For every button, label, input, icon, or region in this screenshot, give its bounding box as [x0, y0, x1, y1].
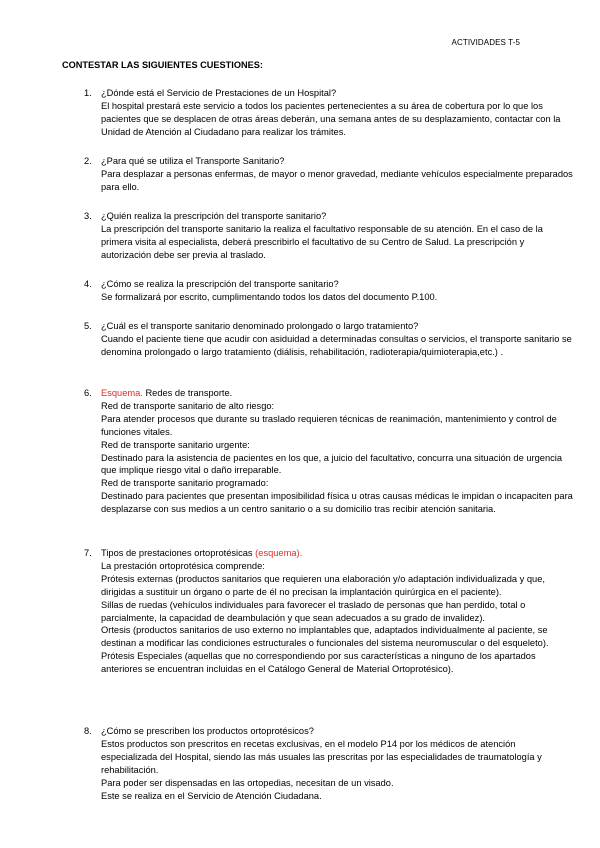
- network-1-title: Red de transporte sanitario de alto riesgo:: [101, 400, 275, 411]
- item-sillas-de-ruedas: Sillas de ruedas (vehículos individuales para favorecer el traslado de personas que han perdido, total o parcialmente, la capacidad de deambulación y que sean adecuados a su grado de invalidez).: [101, 599, 526, 623]
- answer-text: La prescripción del transporte sanitario la realiza el facultativo responsable de su atención. En el caso de la primera visita al especialista, deberá prescribirlo el facultativo de su Centro de Salud. La prescripción y autorización debe ser previa al traslado.: [101, 223, 543, 260]
- question-4: [84, 278, 574, 304]
- question-number: 8.: [84, 726, 92, 736]
- question-number: 4.: [84, 279, 92, 289]
- answer-text: Cuando el paciente tiene que acudir con asiduidad a determinadas consultas o servicios, el transporte sanitario se denomina prolongado o largo tratamiento (diálisis, rehabilitación, radioterapia/quimioterapia,etc.) .: [101, 333, 572, 357]
- network-3-text: Destinado para pacientes que presentan imposibilidad física u otras causas médicas le impidan o incapaciten para desplazarse con sus medios a un centro sanitario o a su domicilio tras recibir atención sanitaria.: [101, 491, 573, 515]
- item-protesis-externas: Prótesis externas (productos sanitarios que requieren una elaboración y/o adaptación individualizada y que, dirigidas a sustituir un órgano o parte de él no precisan la implantación quirúrgica en el paciente).: [101, 573, 545, 597]
- answer-text: El hospital prestará este servicio a todos los pacientes pertenecientes a su área de cobertura por lo que los pacientes que se desplacen de otras áreas deberán, una semana antes de su desplazamiento, contactar con la Unidad de Atención al Ciudadano para realizar los trámites.: [101, 100, 561, 137]
- question-3: [84, 210, 574, 262]
- esquema-label: (esquema).: [255, 548, 303, 558]
- answer-text: Para poder ser dispensadas en las ortopedias, necesitan de un visado.: [101, 777, 394, 788]
- network-1-text: Para atender procesos que durante su traslado requieren técnicas de reanimación, mantenimiento y control de funciones vitales.: [101, 413, 557, 437]
- answer-text: Para desplazar a personas enfermas, de mayor o menor gravedad, mediante vehículos especialmente preparados para ello.: [101, 168, 573, 192]
- answer-text: Estos productos son prescritos en recetas exclusivas, en el modelo P14 por los médicos de atención especializada del Hospital, siendo las más usuales las prescritas por las especialidades de traumatología y rehabilitación.: [101, 738, 542, 775]
- page-title: CONTESTAR LAS SIGUIENTES CUESTIONES:: [62, 60, 263, 70]
- question-text: ¿Cómo se realiza la prescripción del transporte sanitario?: [101, 279, 339, 289]
- question-5: [84, 320, 574, 359]
- esquema-label: Esquema.: [101, 388, 143, 398]
- page-header: ACTIVIDADES T-5: [451, 38, 520, 47]
- question-title-rest: Redes de transporte.: [142, 388, 233, 398]
- question-text: [101, 547, 574, 560]
- question-text: ¿Para qué se utiliza el Transporte Sanitario?: [101, 156, 285, 166]
- question-text: ¿Quién realiza la prescripción del transporte sanitario?: [101, 211, 327, 221]
- question-number: 6.: [84, 388, 92, 398]
- question-number: 2.: [84, 156, 92, 166]
- question-text: ¿Cuál es el transporte sanitario denominado prolongado o largo tratamiento?: [101, 321, 419, 331]
- question-1: [84, 87, 574, 139]
- intro-text: La prestación ortoprotésica comprende:: [101, 560, 265, 571]
- question-2: [84, 155, 574, 194]
- network-3-title: Red de transporte sanitario programado:: [101, 478, 269, 489]
- item-ortesis: Ortesis (productos sanitarios de uso externo no implantables que, adaptados individualmente al paciente, se destinan a modificar las condiciones estructurales o funcionales del sistema neuromuscular o del esqueleto).: [101, 625, 549, 649]
- network-2-text: Destinado para la asistencia de pacientes en los que, a juicio del facultativo, concurra una situación de urgencia que implique riesgo vital o daño irreparable.: [101, 452, 562, 476]
- question-number: 1.: [84, 88, 92, 98]
- question-8: [84, 725, 574, 802]
- answer-text: Este se realiza en el Servicio de Atención Ciudadana.: [101, 790, 322, 801]
- question-title: Tipos de prestaciones ortoprotésicas: [101, 548, 256, 558]
- question-text: [101, 387, 574, 400]
- question-7: [84, 547, 574, 676]
- answer-text: Se formalizará por escrito, cumplimentando todos los datos del documento P.100.: [101, 291, 438, 302]
- network-2-title: Red de transporte sanitario urgente:: [101, 439, 250, 450]
- question-number: 3.: [84, 211, 92, 221]
- question-number: 5.: [84, 321, 92, 331]
- item-protesis-especiales: Prótesis Especiales (aquellas que no correspondiendo por sus características a ninguno de los apartados anteriores se encuentran incluidas en el Catálogo General de Material Ortoprotésico).: [101, 651, 536, 675]
- question-6: [84, 387, 574, 516]
- question-number: 7.: [84, 548, 92, 558]
- question-text: ¿Dónde está el Servicio de Prestaciones de un Hospital?: [101, 88, 337, 98]
- question-text: ¿Cómo se prescriben los productos ortoprotésicos?: [101, 726, 314, 736]
